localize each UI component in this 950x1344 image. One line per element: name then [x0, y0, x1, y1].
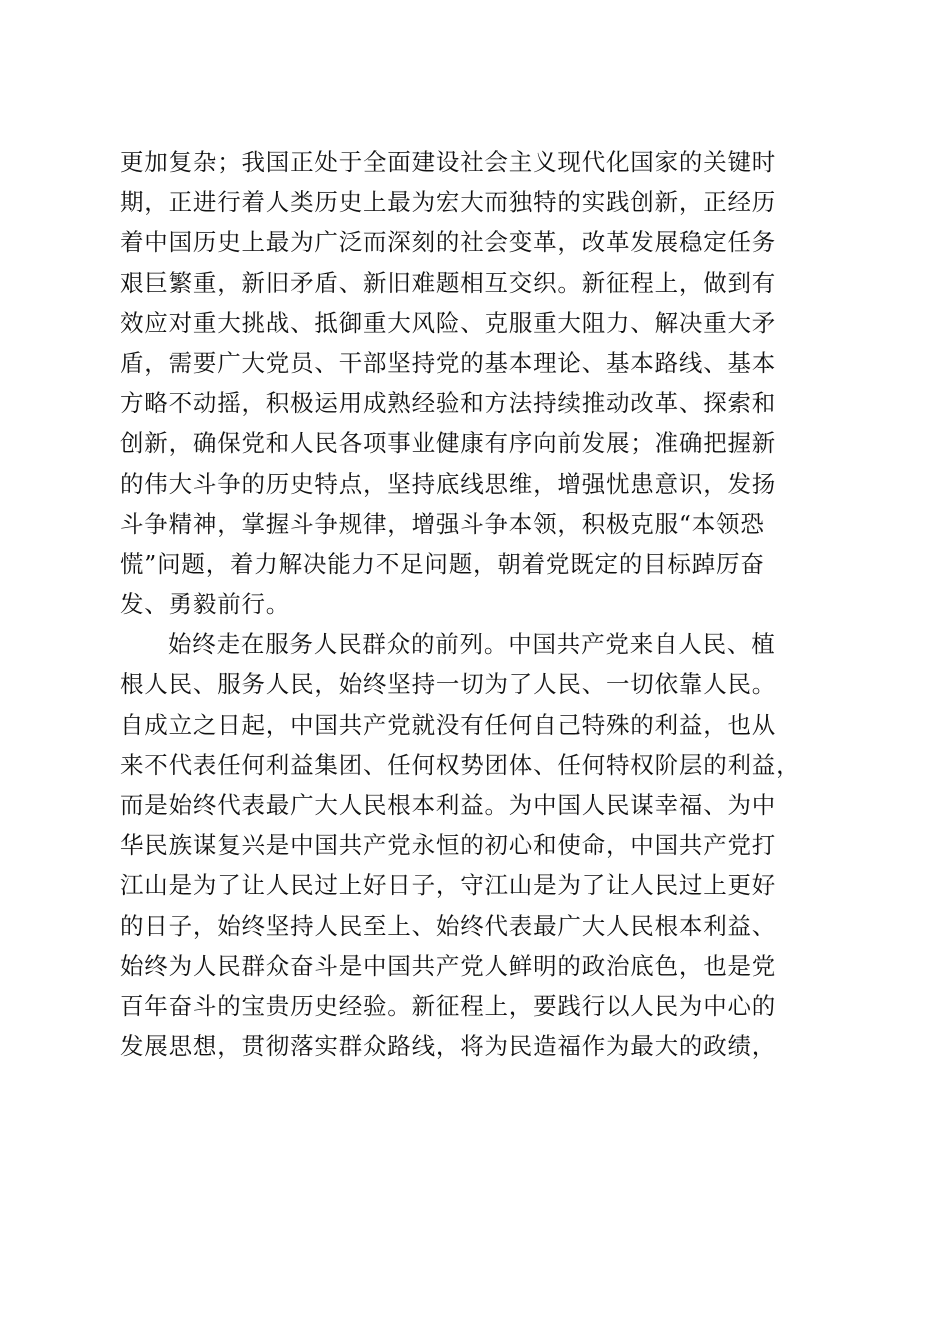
- paragraph-1-line: 效应对重大挑战、抵御重大风险、克服重大阻力、解决重大矛: [120, 308, 777, 337]
- paragraph-2-line: 华民族谋复兴是中国共产党永恒的初心和使命，中国共产党打: [120, 831, 777, 860]
- paragraph-2-line: 而是始终代表最广大人民根本利益。为中国人民谋幸福、为中: [120, 791, 777, 819]
- paragraph-1-line: 慌”问题，着力解决能力不足问题，朝着党既定的目标踔厉奋: [120, 549, 765, 578]
- paragraph-2-line: 百年奋斗的宝贵历史经验。新征程上，要践行以人民为中心的: [120, 991, 777, 1020]
- paragraph-1-line: 期，正进行着人类历史上最为宏大而独特的实践创新，正经历: [120, 188, 777, 217]
- paragraph-1: [120, 142, 850, 624]
- paragraph-1-line: 发、勇毅前行。: [120, 590, 291, 619]
- paragraph-1-line: 斗争精神，掌握斗争规律，增强斗争本领，积极克服“本领恐: [120, 509, 765, 538]
- paragraph-2-line: 始终走在服务人民群众的前列。中国共产党来自人民、植: [168, 630, 776, 659]
- paragraph-1-line: 着中国历史上最为广泛而深刻的社会变革，改革发展稳定任务: [120, 228, 777, 257]
- document-body: [120, 142, 850, 1066]
- paragraph-2-line: 来不代表任何利益集团、任何权势团体、任何特权阶层的利益，: [120, 750, 801, 779]
- paragraph-1-line: 艰巨繁重，新旧矛盾、新旧难题相互交织。新征程上，做到有: [120, 268, 777, 297]
- paragraph-2-line: 根人民、服务人民，始终坚持一切为了人民、一切依靠人民。: [120, 670, 777, 699]
- paragraph-1-line: 方略不动摇，积极运用成熟经验和方法持续推动改革、探索和: [120, 389, 777, 418]
- paragraph-2-line: 的日子，始终坚持人民至上、始终代表最广大人民根本利益、: [120, 911, 777, 940]
- paragraph-1-line: 创新，确保党和人民各项事业健康有序向前发展；准确把握新: [120, 429, 777, 458]
- paragraph-2-line: 自成立之日起，中国共产党就没有任何自己特殊的利益，也从: [120, 710, 777, 739]
- paragraph-1-line: 盾，需要广大党员、干部坚持党的基本理论、基本路线、基本: [120, 348, 777, 377]
- paragraph-1-line: 更加复杂；我国正处于全面建设社会主义现代化国家的关键时: [120, 148, 777, 176]
- paragraph-2-line: 江山是为了让人民过上好日子，守江山是为了让人民过上更好: [120, 871, 777, 900]
- paragraph-1-line: 的伟大斗争的历史特点，坚持底线思维，增强忧患意识，发扬: [120, 469, 777, 498]
- paragraph-2-line: 发展思想，贯彻落实群众路线，将为民造福作为最大的政绩，: [120, 1032, 777, 1061]
- paragraph-2-line: 始终为人民群众奋斗是中国共产党人鲜明的政治底色，也是党: [120, 951, 777, 980]
- paragraph-2: [120, 624, 850, 1066]
